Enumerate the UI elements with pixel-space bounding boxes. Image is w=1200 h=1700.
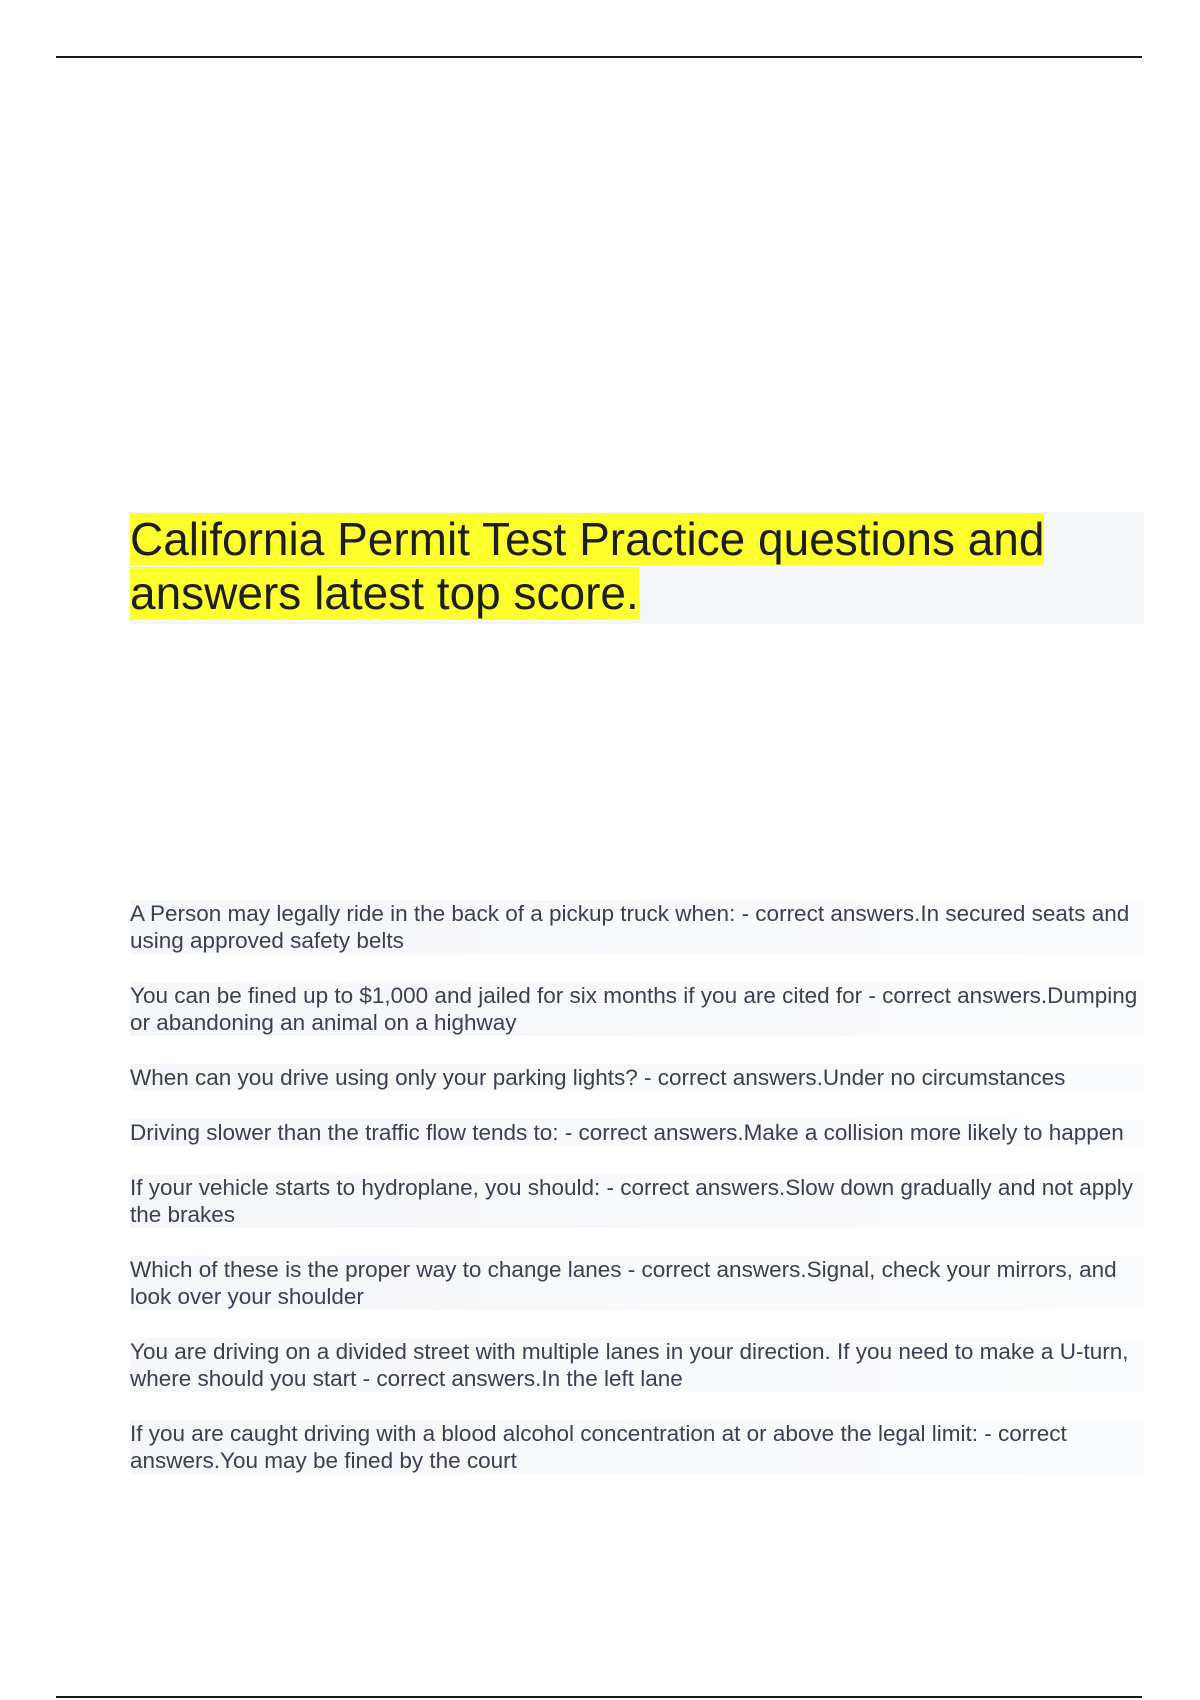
title-highlight: California Permit Test Practice questions and answers latest top score. bbox=[130, 513, 1045, 619]
title-block bbox=[130, 512, 1144, 624]
qa-item: If you are caught driving with a blood alcohol concentration at or above the legal limit: - correct answers.You may be fined by the court bbox=[130, 1420, 1144, 1474]
qa-item: You can be fined up to $1,000 and jailed for six months if you are cited for - correct answers.Dumping or abandoning an animal on a highway bbox=[130, 982, 1144, 1036]
document-title bbox=[130, 512, 1144, 620]
qa-item: A Person may legally ride in the back of a pickup truck when: - correct answers.In secured seats and using approved safety belts bbox=[130, 900, 1144, 954]
top-rule bbox=[56, 56, 1142, 58]
qa-item: Which of these is the proper way to change lanes - correct answers.Signal, check your mirrors, and look over your shoulder bbox=[130, 1256, 1144, 1310]
qa-item: You are driving on a divided street with multiple lanes in your direction. If you need to make a U-turn, where should you start - correct answers.In the left lane bbox=[130, 1338, 1144, 1392]
qa-item: When can you drive using only your parking lights? - correct answers.Under no circumstances bbox=[130, 1064, 1144, 1091]
bottom-rule bbox=[56, 1696, 1142, 1698]
qa-list bbox=[130, 900, 1144, 1502]
qa-item: Driving slower than the traffic flow tends to: - correct answers.Make a collision more likely to happen bbox=[130, 1119, 1144, 1146]
qa-item: If your vehicle starts to hydroplane, you should: - correct answers.Slow down gradually and not apply the brakes bbox=[130, 1174, 1144, 1228]
